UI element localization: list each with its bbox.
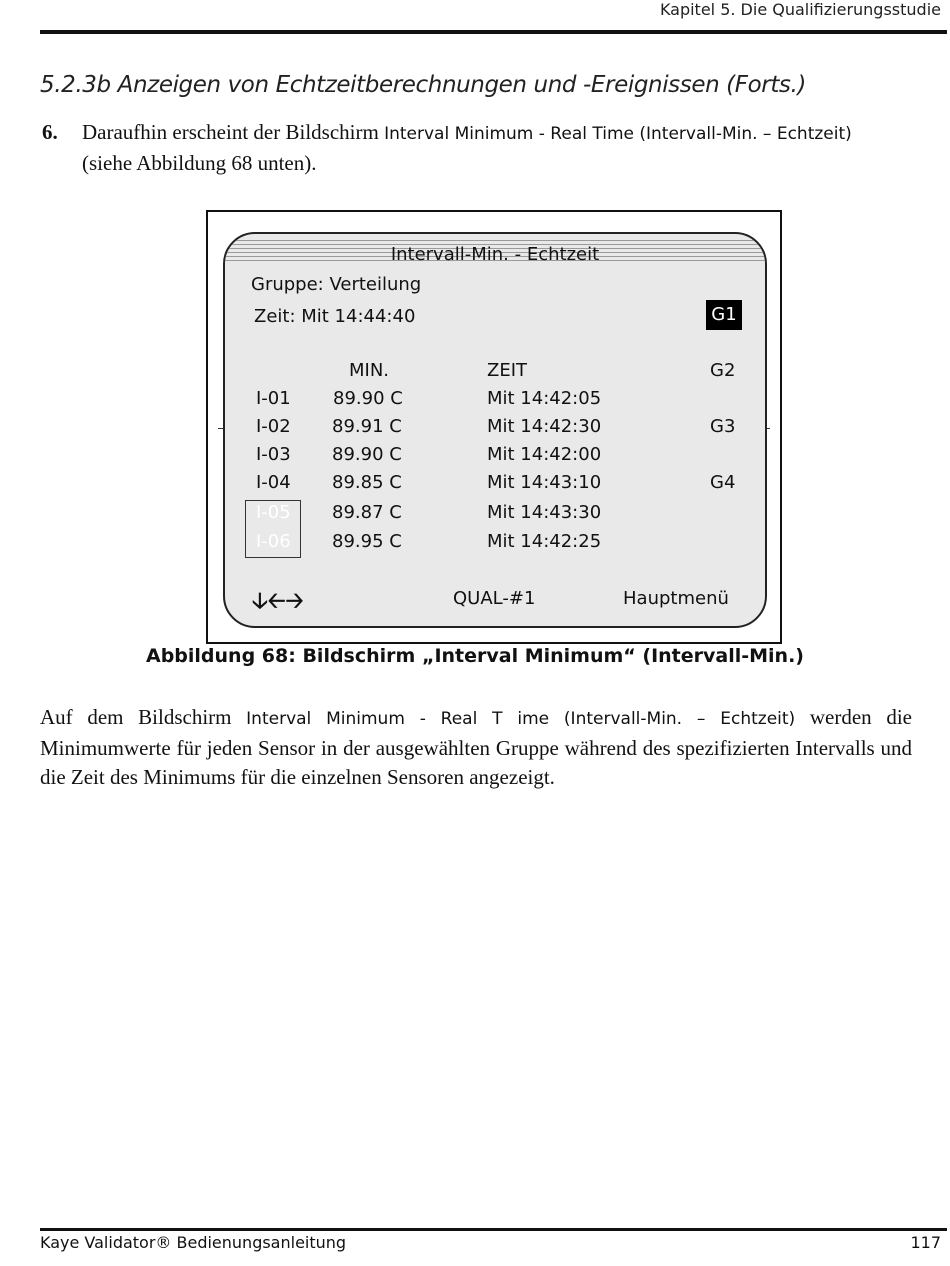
column-header-time: ZEIT <box>487 360 528 381</box>
qual-softkey[interactable]: QUAL-#1 <box>453 588 536 609</box>
paragraph-text-after: werden die Minimumwerte für jeden Sensor in der ausgewählten Gruppe während des spezifizierten Intervalls und die Zeit des Minimums für die einzelnen Sensoren angezeigt. <box>40 705 912 789</box>
step-text <box>82 118 942 178</box>
header-rule <box>40 30 947 34</box>
column-header-min: MIN. <box>349 360 390 381</box>
sensor-min: 89.87 C <box>332 502 402 523</box>
figure-caption: Abbildung 68: Bildschirm „Interval Minimum“ (Intervall-Min.) <box>146 645 804 667</box>
sensor-id: I-03 <box>256 444 291 465</box>
sensor-id: I-04 <box>256 472 291 493</box>
sensor-min: 89.90 C <box>332 444 402 465</box>
sensor-time: Mit 14:42:00 <box>487 444 602 465</box>
step-text-after: (siehe Abbildung 68 unten). <box>82 151 317 175</box>
sensor-id: I-02 <box>256 416 291 437</box>
main-menu-softkey[interactable]: Hauptmenü <box>623 588 729 609</box>
device-screen <box>223 232 767 628</box>
screen-title: Intervall-Min. - Echtzeit <box>390 244 600 265</box>
body-paragraph <box>40 703 912 792</box>
navigation-arrows-icon[interactable]: 🡣🡠🡢 <box>252 589 304 614</box>
chapter-header: Kapitel 5. Die Qualifizierungsstudie <box>659 0 941 19</box>
footer-manual-title: Kaye Validator® Bedienungsanleitung <box>40 1233 347 1252</box>
figure-68 <box>206 210 782 644</box>
group-button-g3[interactable]: G3 <box>710 416 736 437</box>
sensor-min: 89.90 C <box>333 388 403 409</box>
group-button-g1[interactable]: G1 <box>706 300 742 330</box>
sensor-min: 89.91 C <box>332 416 402 437</box>
step-screen-name: Interval Minimum - Real Time (Intervall-Min. – Echtzeit) <box>384 124 852 144</box>
sensor-time: Mit 14:43:10 <box>487 472 602 493</box>
sensor-time: Mit 14:42:30 <box>487 416 602 437</box>
footer-rule <box>40 1228 947 1231</box>
sensor-time: Mit 14:42:05 <box>487 388 602 409</box>
group-button-g2[interactable]: G2 <box>710 360 736 381</box>
page-number: 117 <box>910 1233 941 1252</box>
sensor-time: Mit 14:43:30 <box>487 502 602 523</box>
scan-line <box>225 240 765 241</box>
section-title: 5.2.3b Anzeigen von Echtzeitberechnungen und -Ereignissen (Forts.) <box>40 72 806 98</box>
sensor-min: 89.95 C <box>332 531 402 552</box>
paragraph-screen-name: Interval Minimum - Real T ime (Intervall-Min. – Echtzeit) <box>246 709 796 729</box>
step-text-before: Daraufhin erscheint der Bildschirm <box>82 120 385 144</box>
step-number: 6. <box>42 120 58 144</box>
time-label: Zeit: Mit 14:44:40 <box>254 306 416 327</box>
group-button-g4[interactable]: G4 <box>710 472 736 493</box>
sensor-min: 89.85 C <box>332 472 402 493</box>
sensor-id-selected[interactable]: I-05 <box>256 502 291 523</box>
sensor-time: Mit 14:42:25 <box>487 531 602 552</box>
group-label: Gruppe: Verteilung <box>251 274 422 295</box>
sensor-id-selected[interactable]: I-06 <box>256 531 291 552</box>
sensor-id: I-01 <box>256 388 291 409</box>
paragraph-text-before: Auf dem Bildschirm <box>40 705 247 729</box>
